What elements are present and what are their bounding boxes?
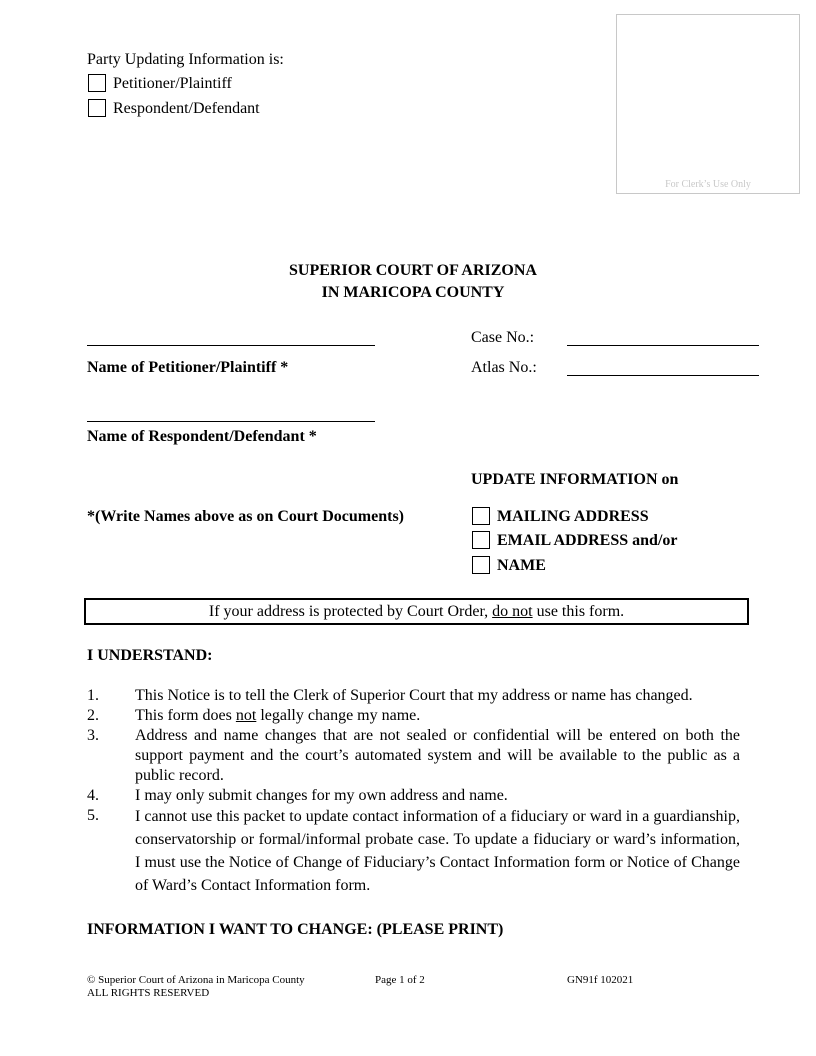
case-no-label: Case No.: — [471, 329, 535, 346]
court-title-line1: SUPERIOR COURT OF ARIZONA — [289, 262, 537, 279]
name-label: NAME — [497, 557, 546, 574]
clerk-use-label: For Clerk’s Use Only — [665, 179, 751, 190]
update-heading: UPDATE INFORMATION on — [471, 471, 679, 488]
item-number: 5. — [87, 807, 99, 824]
court-title-line2: IN MARICOPA COUNTY — [321, 284, 505, 301]
respondent-name-line — [87, 421, 375, 422]
item-number: 2. — [87, 707, 99, 724]
notice-text-before: If your address is protected by Court Order, — [208, 603, 493, 620]
item-number: 3. — [87, 727, 99, 744]
clerk-use-box — [616, 14, 800, 194]
petitioner-name-line — [87, 345, 375, 346]
mailing-address-checkbox[interactable] — [472, 507, 490, 525]
notice-text-underlined: do not — [492, 603, 533, 620]
respondent-option-label: Respondent/Defendant — [113, 100, 260, 117]
mailing-address-label: MAILING ADDRESS — [497, 508, 649, 525]
item-2-after: legally change my name. — [256, 707, 421, 724]
petitioner-option-label: Petitioner/Plaintiff — [113, 75, 232, 92]
understand-heading: I UNDERSTAND: — [87, 647, 213, 664]
footer-page-number: Page 1 of 2 — [375, 974, 425, 986]
respondent-name-field[interactable] — [87, 400, 375, 420]
atlas-no-line — [567, 375, 759, 376]
understand-item-3: Address and name changes that are not sealed or confidential will be entered on both the support payment and the court’s automated system and will be available to the public as a public record. — [135, 727, 740, 784]
names-note: *(Write Names above as on Court Documents) — [87, 508, 404, 525]
petitioner-checkbox[interactable] — [88, 74, 106, 92]
name-checkbox[interactable] — [472, 556, 490, 574]
item-number: 1. — [87, 687, 99, 704]
case-no-field[interactable] — [567, 324, 759, 344]
footer-form-code: GN91f 102021 — [567, 974, 634, 986]
item-2-before: This form does — [135, 707, 236, 724]
understand-item-1: This Notice is to tell the Clerk of Superior Court that my address or name has changed. — [135, 687, 693, 704]
item-2-underlined: not — [235, 707, 257, 724]
respondent-name-label: Name of Respondent/Defendant * — [87, 428, 317, 445]
petitioner-name-field[interactable] — [87, 324, 375, 344]
notice-text-after: use this form. — [532, 603, 625, 620]
footer-rights: ALL RIGHTS RESERVED — [87, 987, 210, 999]
footer-copyright: © Superior Court of Arizona in Maricopa County — [87, 974, 305, 986]
party-heading: Party Updating Information is: — [87, 51, 284, 68]
atlas-no-field[interactable] — [567, 354, 759, 374]
email-address-checkbox[interactable] — [472, 531, 490, 549]
atlas-no-label: Atlas No.: — [471, 359, 537, 376]
petitioner-name-label: Name of Petitioner/Plaintiff * — [87, 359, 289, 376]
understand-item-2 — [135, 706, 740, 726]
understand-item-4: I may only submit changes for my own address and name. — [135, 787, 508, 804]
case-no-line — [567, 345, 759, 346]
protected-address-notice — [84, 598, 749, 625]
respondent-checkbox[interactable] — [88, 99, 106, 117]
item-number: 4. — [87, 787, 99, 804]
email-address-label: EMAIL ADDRESS and/or — [497, 532, 678, 549]
understand-item-5: I cannot use this packet to update contact information of a fiduciary or ward in a guardianship, conservatorship or formal/informal probate case. To update a fiduciary or ward’s information, I must use the Notice of Change of Fiduciary’s Contact Information form or Notice of Change of Ward’s Contact Information form. — [135, 808, 740, 894]
change-heading: INFORMATION I WANT TO CHANGE: (PLEASE PRINT) — [87, 921, 504, 938]
